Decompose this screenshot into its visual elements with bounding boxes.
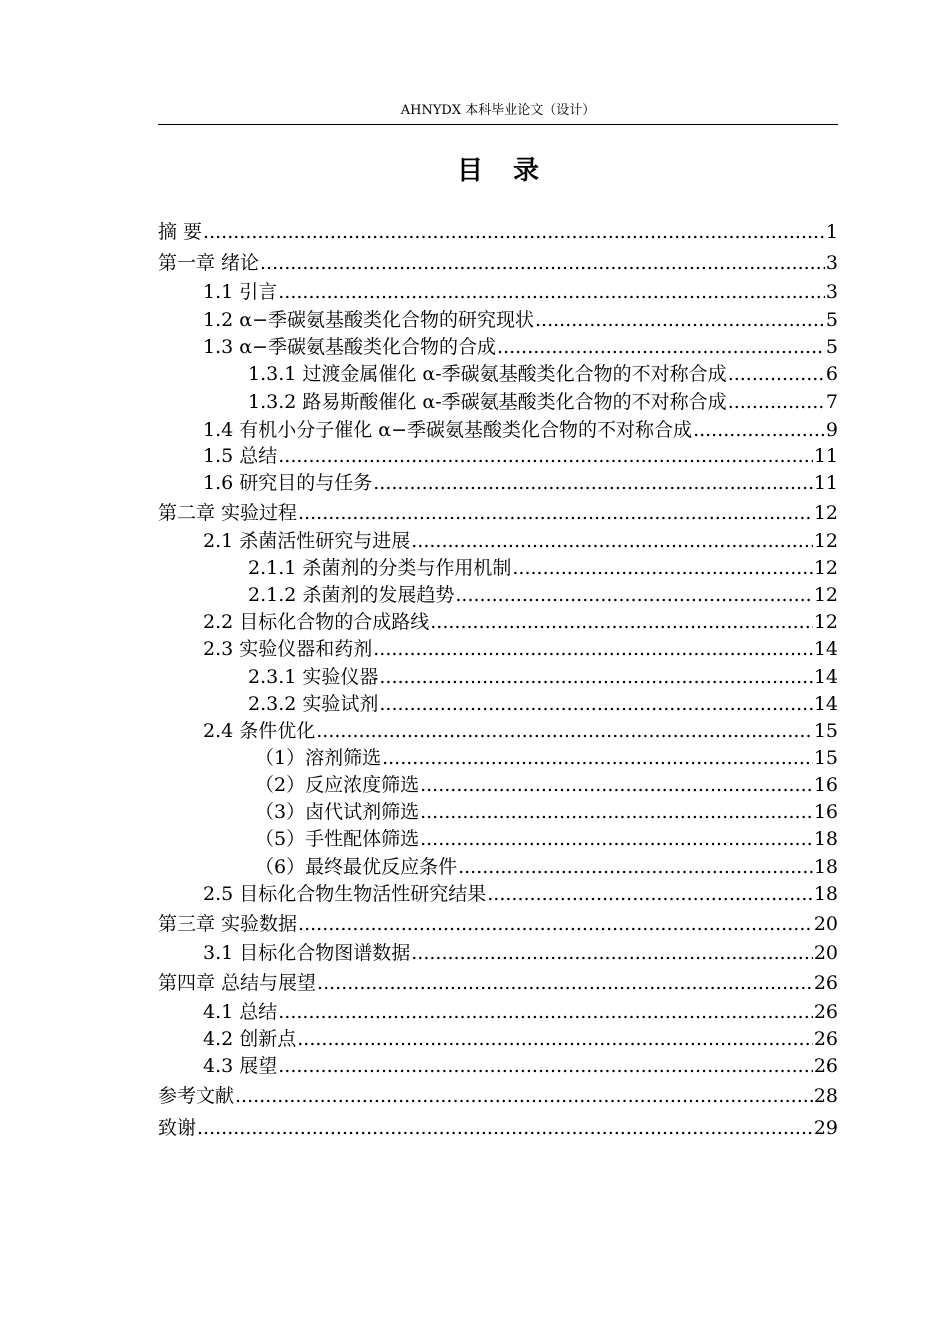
toc-entry[interactable] [203, 881, 838, 907]
toc-dot-leader [728, 361, 825, 387]
toc-entry-label: 2.3.1 实验仪器 [248, 666, 379, 688]
toc-entry-label: 2.1.1 杀菌剂的分类与作用机制 [248, 557, 512, 579]
toc-dot-leader [382, 745, 813, 771]
toc-entry-label: 第四章 总结与展望 [158, 972, 317, 994]
toc-page-number: 3 [825, 252, 838, 274]
toc-entry[interactable] [248, 691, 838, 717]
toc-entry[interactable] [255, 772, 838, 798]
toc-entry[interactable] [158, 500, 838, 526]
toc-dot-leader [316, 718, 813, 744]
toc-dot-leader [420, 799, 813, 825]
toc-dot-leader [455, 582, 812, 608]
toc-page-number: 12 [813, 502, 838, 524]
toc-entry-label: 摘 要 [158, 221, 203, 243]
toc-entry[interactable] [203, 636, 838, 662]
toc-dot-leader [512, 555, 812, 581]
toc-entry[interactable] [248, 555, 838, 581]
toc-dot-leader [278, 1053, 813, 1079]
toc-entry[interactable] [203, 999, 838, 1025]
toc-page-number: 18 [813, 856, 838, 878]
toc-dot-leader [430, 609, 813, 635]
toc-page-number: 12 [813, 557, 838, 579]
toc-entry-label: 第三章 实验数据 [158, 913, 298, 935]
toc-page-number: 29 [813, 1117, 838, 1139]
toc-entry[interactable] [158, 911, 838, 937]
toc-dot-leader [260, 250, 825, 276]
toc-entry-label: 2.3 实验仪器和药剂 [203, 638, 373, 660]
toc-entry-label: 1.5 总结 [203, 445, 278, 467]
toc-dot-leader [379, 664, 812, 690]
toc-dot-leader [497, 334, 825, 360]
toc-entry-label: 2.4 条件优化 [203, 720, 316, 742]
toc-entry-label: 1.2 α−季碳氨基酸类化合物的研究现状 [203, 309, 535, 331]
toc-entry-label: 1.6 研究目的与任务 [203, 472, 373, 494]
toc-entry-label: 2.1 杀菌活性研究与进展 [203, 530, 411, 552]
toc-dot-leader [298, 500, 813, 526]
toc-dot-leader [278, 279, 825, 305]
toc-entry-label: （2）反应浓度筛选 [255, 774, 420, 796]
toc-page-number: 26 [813, 1001, 838, 1023]
toc-page-number: 26 [813, 1028, 838, 1050]
toc-entry[interactable] [203, 528, 838, 554]
page-header [158, 100, 838, 125]
toc-entry-label: 第二章 实验过程 [158, 502, 298, 524]
toc-entry[interactable] [248, 361, 838, 387]
toc-page-number: 6 [825, 363, 838, 385]
toc-entry-label: （5）手性配体筛选 [255, 828, 420, 850]
toc-page-number: 18 [813, 828, 838, 850]
toc-entry-label: 4.2 创新点 [203, 1028, 297, 1050]
toc-dot-leader [317, 970, 813, 996]
toc-dot-leader [278, 443, 813, 469]
toc-entry-label: 2.5 目标化合物生物活性研究结果 [203, 883, 487, 905]
toc-page-number: 7 [825, 391, 838, 413]
page-title: 目录 [456, 156, 569, 186]
toc-dot-leader [235, 1083, 813, 1109]
toc-page-number: 18 [813, 883, 838, 905]
toc-dot-leader [373, 636, 813, 662]
toc-entry[interactable] [158, 1083, 838, 1109]
toc-entry-label: 3.1 目标化合物图谱数据 [203, 942, 411, 964]
toc-entry[interactable] [203, 718, 838, 744]
toc-entry-label: 2.3.2 实验试剂 [248, 693, 379, 715]
toc-page-number: 28 [813, 1085, 838, 1107]
toc-entry-label: 致谢 [158, 1117, 197, 1139]
toc-dot-leader [420, 826, 813, 852]
toc-page-number: 15 [813, 747, 838, 769]
toc-entry[interactable] [158, 1115, 838, 1141]
toc-page-number: 11 [813, 445, 838, 467]
toc-page-number: 9 [825, 419, 838, 441]
toc-page-number: 16 [813, 774, 838, 796]
toc-dot-leader [693, 417, 825, 443]
toc-entry-label: 1.3.1 过渡金属催化 α-季碳氨基酸类化合物的不对称合成 [248, 363, 727, 385]
toc-page-number: 14 [813, 693, 838, 715]
toc-entry-label: 参考文献 [158, 1085, 235, 1107]
toc-dot-leader [298, 911, 813, 937]
toc-entry-label: 2.1.2 杀菌剂的发展趋势 [248, 584, 455, 606]
toc-dot-leader [411, 940, 813, 966]
toc-entry[interactable] [203, 1026, 838, 1052]
toc-page-number: 14 [813, 666, 838, 688]
toc-dot-leader [411, 528, 813, 554]
toc-entry[interactable] [203, 609, 838, 635]
toc-entry[interactable] [203, 334, 838, 360]
toc-dot-leader [487, 881, 813, 907]
toc-entry[interactable] [203, 417, 838, 443]
toc-entry[interactable] [255, 799, 838, 825]
toc-dot-leader [373, 470, 813, 496]
toc-entry[interactable] [255, 826, 838, 852]
toc-dot-leader [278, 999, 813, 1025]
toc-page-number: 12 [813, 530, 838, 552]
toc-page-number: 20 [813, 913, 838, 935]
toc-entry[interactable] [203, 307, 838, 333]
toc-entry[interactable] [255, 854, 838, 880]
toc-dot-leader [728, 389, 825, 415]
toc-entry[interactable] [203, 1053, 838, 1079]
toc-entry[interactable] [158, 250, 838, 276]
toc-dot-leader [458, 854, 813, 880]
toc-dot-leader [379, 691, 812, 717]
toc-entry-label: 1.3 α−季碳氨基酸类化合物的合成 [203, 336, 497, 358]
toc-page-number: 14 [813, 638, 838, 660]
toc-entry-label: 1.3.2 路易斯酸催化 α-季碳氨基酸类化合物的不对称合成 [248, 391, 727, 413]
toc-entry[interactable] [158, 219, 838, 245]
toc-entry[interactable] [248, 664, 838, 690]
toc-entry-label: 4.1 总结 [203, 1001, 278, 1023]
toc-page-number: 12 [813, 611, 838, 633]
toc-entry[interactable] [158, 970, 838, 996]
toc-page-number: 26 [813, 972, 838, 994]
toc-dot-leader [420, 772, 813, 798]
toc-dot-leader [203, 219, 825, 245]
toc-page-number: 11 [813, 472, 838, 494]
toc-page-number: 16 [813, 801, 838, 823]
toc-entry-label: 4.3 展望 [203, 1055, 278, 1077]
toc-entry-label: 2.2 目标化合物的合成路线 [203, 611, 430, 633]
header-text: AHNYDX 本科毕业论文（设计） [400, 103, 596, 118]
toc-entry-label: 第一章 绪论 [158, 252, 260, 274]
toc-page-number: 20 [813, 942, 838, 964]
toc-dot-leader [197, 1115, 813, 1141]
toc-entry[interactable] [203, 279, 838, 305]
toc-entry-label: （6）最终最优反应条件 [255, 856, 458, 878]
toc-entry[interactable] [203, 940, 838, 966]
toc-page-number: 1 [825, 221, 838, 243]
toc-page-number: 15 [813, 720, 838, 742]
toc-page-number: 26 [813, 1055, 838, 1077]
toc-entry[interactable] [248, 582, 838, 608]
toc-entry[interactable] [255, 745, 838, 771]
toc-page-number: 5 [825, 309, 838, 331]
toc-dot-leader [535, 307, 825, 333]
toc-entry[interactable] [203, 443, 838, 469]
toc-entry-label: （3）卤代试剂筛选 [255, 801, 420, 823]
toc-entry[interactable] [248, 389, 838, 415]
toc-page-number: 3 [825, 281, 838, 303]
toc-page-number: 12 [813, 584, 838, 606]
toc-dot-leader [297, 1026, 813, 1052]
toc-entry[interactable] [203, 470, 838, 496]
toc-entry-label: （1）溶剂筛选 [255, 747, 382, 769]
toc-entry-label: 1.1 引言 [203, 281, 278, 303]
toc-page-number: 5 [825, 336, 838, 358]
toc-entry-label: 1.4 有机小分子催化 α−季碳氨基酸类化合物的不对称合成 [203, 419, 693, 441]
